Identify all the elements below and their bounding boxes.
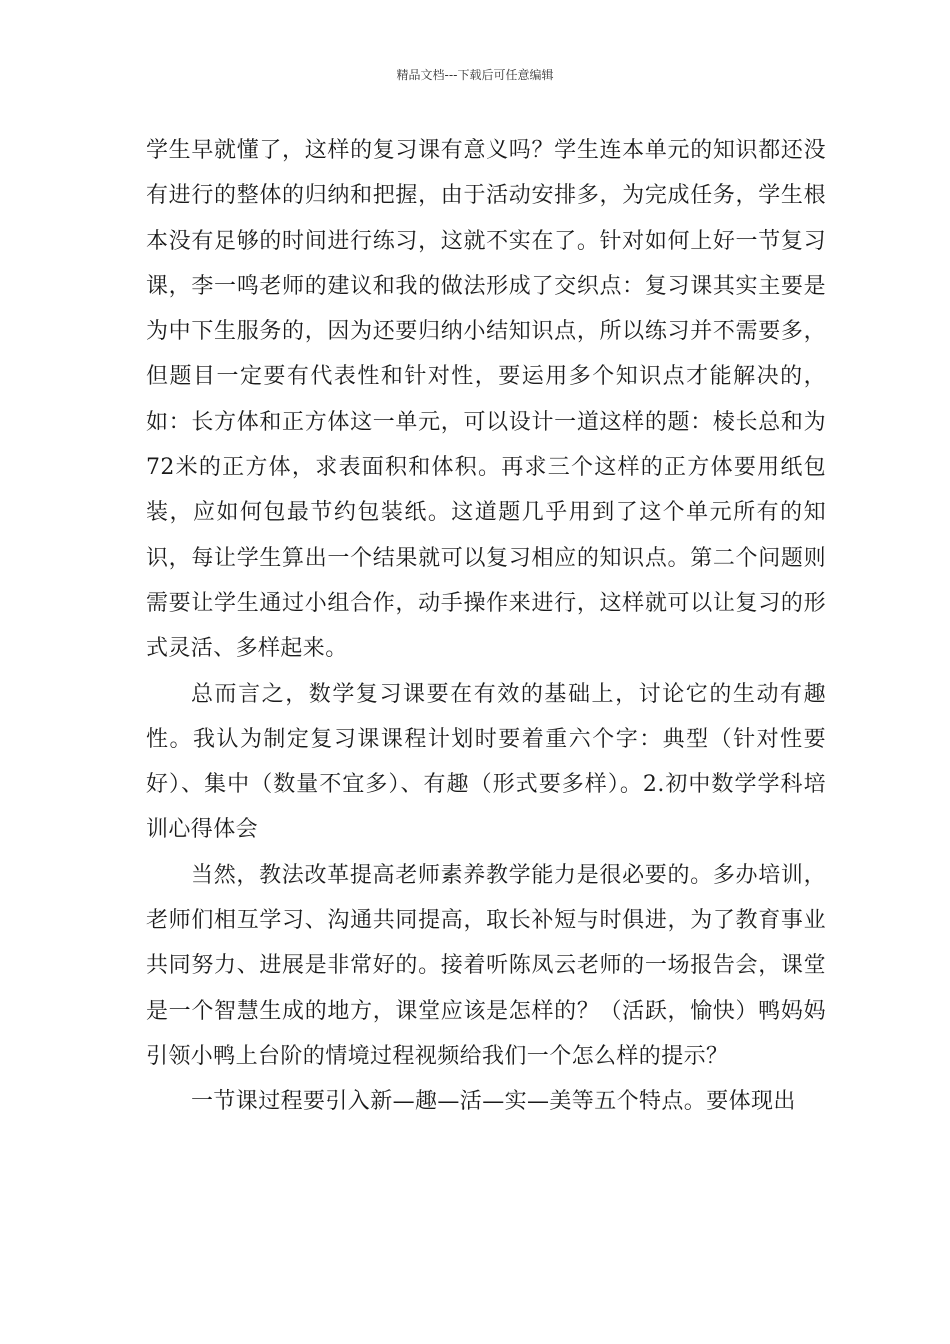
paragraph-training: 当然，教法改革提高老师素养教学能力是很必要的。多办培训，老师们相互学习、沟通共同提高，取长补短与时俱进，为了教育事业共同努力、进展是非常好的。接着听陈凤云老师的一场报告会，课堂是一个智慧生成的地方，课堂应该是怎样的？（活跃，愉快）鸭妈妈引领小鸭上台阶的情境过程视频给我们一个怎么样的提示？ bbox=[146, 862, 826, 1069]
paragraph-lesson-features: 一节课过程要引入新—趣—活—实—美等五个特点。要体现出 bbox=[191, 1089, 796, 1115]
paragraph-review-lesson: 学生早就懂了，这样的复习课有意义吗？学生连本单元的知识都还没有进行的整体的归纳和把握，由于活动安排多，为完成任务，学生根本没有足够的时间进行练习，这就不实在了。针对如何上好一节复习课，李一鸣老师的建议和我的做法形成了交织点：复习课其实主要是为中下生服务的，因为还要归纳小结知识点，所以练习并不需要多，但题目一定要有代表性和针对性，要运用多个知识点才能解决的，如：长方体和正方体这一单元，可以设计一道这样的题：棱长总和为72米的正方体，求表面积和体积。再求三个这样的正方体要用纸包装，应如何包最节约包装纸。这道题几乎用到了这个单元所有的知识，每让学生算出一个结果就可以复习相应的知识点。第二个问题则需要让学生通过小组合作，动手操作来进行，这样就可以让复习的形式灵活、多样起来。 bbox=[146, 138, 826, 662]
paragraph-summary: 总而言之，数学复习课要在有效的基础上，讨论它的生动有趣性。我认为制定复习课课程计划时要着重六个字：典型（针对性要好）、集中（数量不宜多）、有趣（形式要多样）。2.初中数学学科培训心得体会 bbox=[146, 681, 826, 843]
document-body bbox=[146, 128, 826, 1125]
page-header: 精品文档---下载后可任意编辑 bbox=[396, 68, 554, 82]
